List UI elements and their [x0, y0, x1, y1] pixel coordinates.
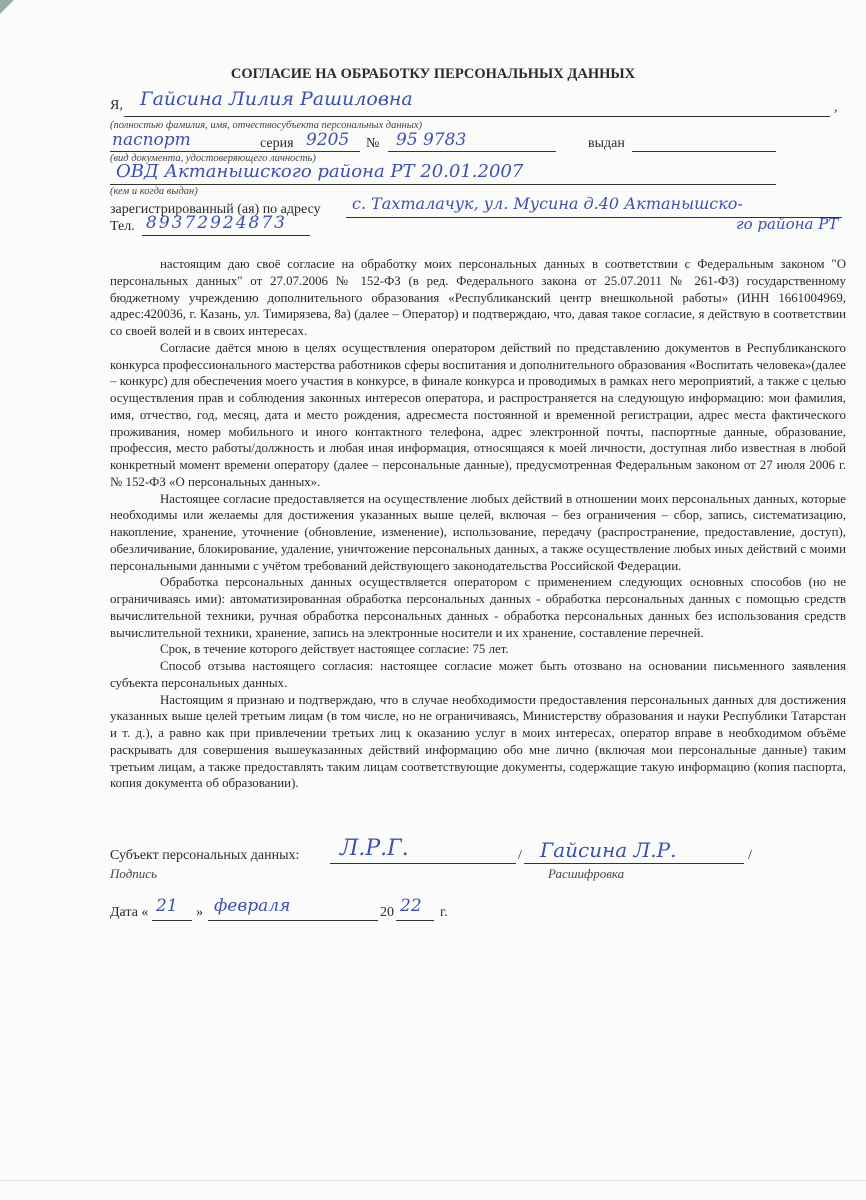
issued-caption: (кем и когда выдан): [110, 186, 198, 197]
decoding-field: Гайсина Л.Р.: [540, 838, 677, 862]
paragraph-term: Срок, в течение которого действует настоящее согласие: 75 лет.: [160, 642, 509, 657]
issued-by-line: [110, 184, 776, 185]
doc-caption: (вид документа, удостоверяющего личность): [110, 153, 316, 164]
series-label: серия: [260, 136, 294, 151]
issued-label: выдан: [588, 136, 625, 151]
year-prefix: 20: [380, 905, 394, 920]
signature-line: [330, 863, 516, 864]
consent-body: [110, 256, 846, 792]
i-label: Я,: [110, 98, 123, 113]
paragraph-actions: Настоящее согласие предоставляется на осуществление любых действий в отношении моих персональных данных, которые необходимы или желаемы для достижения указанных выше целей, включая – без ограничения – сбор, запись, систематизацию, накопление, хранение, уточнение (обновление, изменение), использование, передачу (распространение, предоставление, доступ), обезличивание, блокирование, удаление, уничтожение персональных данных, а также осуществление любых иных действий с моими персональными данными с учётом требований действующего законодательства Российской Федерации.: [110, 491, 846, 573]
number-label: №: [366, 136, 380, 151]
address-label: зарегистрированный (ая) по адресу: [110, 202, 321, 217]
signature-caption: Подпись: [110, 866, 157, 881]
year-field: 22: [400, 896, 422, 916]
month-line: [208, 920, 378, 921]
decoding-line: [524, 863, 744, 864]
issued-line: [632, 151, 776, 152]
paragraph-consent: настоящим даю своё согласие на обработку моих персональных данных в соответствии с Федеральным законом "О персональных данных" от 27.07.2006 № 152-ФЗ (в ред. Федерального закона от 25.07.2011 № 261-ФЗ) государственному бюджетному учреждению дополнительного образования «Республиканский центр внешкольной работы» (ИНН 1661004969, адрес:420036, г. Казань, ул. Тимирязева, 8а) (далее – Оператор) и подтверждаю, что, давая такое согласие, я действую в соответствии со своей волей и в своих интересах.: [110, 257, 846, 338]
issued-by-field: ОВД Актанышского района РТ 20.01.2007: [116, 161, 524, 182]
phone-field: 89372924873: [146, 213, 287, 233]
date-label: Дата «: [110, 905, 149, 920]
number-field: 95 9783: [396, 130, 467, 150]
paragraph-purpose: Согласие даётся мною в целях осуществления оператором действий по представлению документов в Республиканского конкурса профессионального мастерства работников сферы воспитания и дополнительного образования «Воспитать человека»(далее – конкурс) для обеспечения моего участия в конкурсе, в финале конкурса и проводимых в рамках него мероприятий, а также с целью осуществления прав и соблюдения законных интересов оператора, и распространяется на следующую информацию: мои фамилия, имя, отчество, год, месяц, дата и место рождения, адресместа постоянной и временной регистрации, адрес места фактического проживания, номер мобильного и иного контактного телефона, адрес электронной почты, паспортные данные, образование, профессия, место работы/должность и любая иная информация, относящаяся к моей личности, доступная либо известная в любой конкретный момент времени оператору (далее – персональные данные), предусмотренная Федеральным законом от 27 июля 2006 г. № 152-ФЗ «О персональных данных».: [110, 340, 846, 489]
day-field: 21: [156, 896, 178, 916]
date-close-quote: »: [196, 905, 203, 920]
slash-left: /: [518, 848, 522, 863]
signature-field: Л.Р.Г.: [340, 836, 409, 861]
year-line: [396, 920, 434, 921]
paragraph-revocation: Способ отзыва настоящего согласия: настоящее согласие может быть отозвано на основании письменного заявления субъекта персональных данных.: [110, 659, 846, 690]
document-title: СОГЛАСИЕ НА ОБРАБОТКУ ПЕРСОНАЛЬНЫХ ДАННЫХ: [230, 66, 636, 82]
doc-type-field: паспорт: [112, 130, 191, 150]
address-field-2: го района РТ: [736, 215, 839, 233]
name-caption: (полностью фамилия, имя, отчествосубъекта персональных данных): [110, 120, 423, 131]
scan-corner: [0, 0, 14, 14]
subject-label: Субъект персональных данных:: [110, 848, 300, 863]
month-field: февраля: [214, 896, 291, 916]
day-line: [152, 920, 192, 921]
number-line: [388, 151, 556, 152]
slash-right: /: [748, 848, 752, 863]
paragraph-third-parties: Настоящим я признаю и подтверждаю, что в случае необходимости предоставления персональных данных для достижения указанных выше целей третьим лицам (в том числе, но не ограничиваясь, Министерству образования и науки Республики Татарстан и т. д.), а равно как при привлечении третьих лиц к оказанию услуг в моих интересах, оператор вправе в необходимом объёме раскрывать для совершения вышеуказанных действий информацию обо мне лично (включая мои персональные данные) таким третьим лицам, а также предоставлять таким лицам соответствующие документы, содержащие такую информацию (копия паспорта, копия документа об образовании).: [110, 692, 846, 791]
series-line: [302, 151, 360, 152]
phone-line: [142, 235, 310, 236]
name-line: [124, 116, 830, 117]
paragraph-methods: Обработка персональных данных осуществляется оператором с применением следующих основных способов (но не ограничиваясь ими): автоматизированная обработка персональных данных - обработка персональных данных с помощью средств вычислительной техники, ручная обработка персональных данных - обработка персональных данных без использования средств вычислительной техники, хранение, запись на электронные носители и их хранение, составление перечней.: [110, 575, 846, 640]
series-field: 9205: [306, 130, 350, 150]
comma: ,: [834, 100, 838, 115]
address-field-1: с. Тахталачук, ул. Мусина д.40 Актанышско-: [352, 194, 743, 213]
year-suffix: г.: [440, 905, 448, 920]
name-field: Гайсина Лилия Рашиловна: [140, 88, 413, 110]
phone-label: Тел.: [110, 219, 135, 234]
decoding-caption: Расшифровка: [548, 866, 625, 881]
scan-edge: [0, 1180, 866, 1181]
